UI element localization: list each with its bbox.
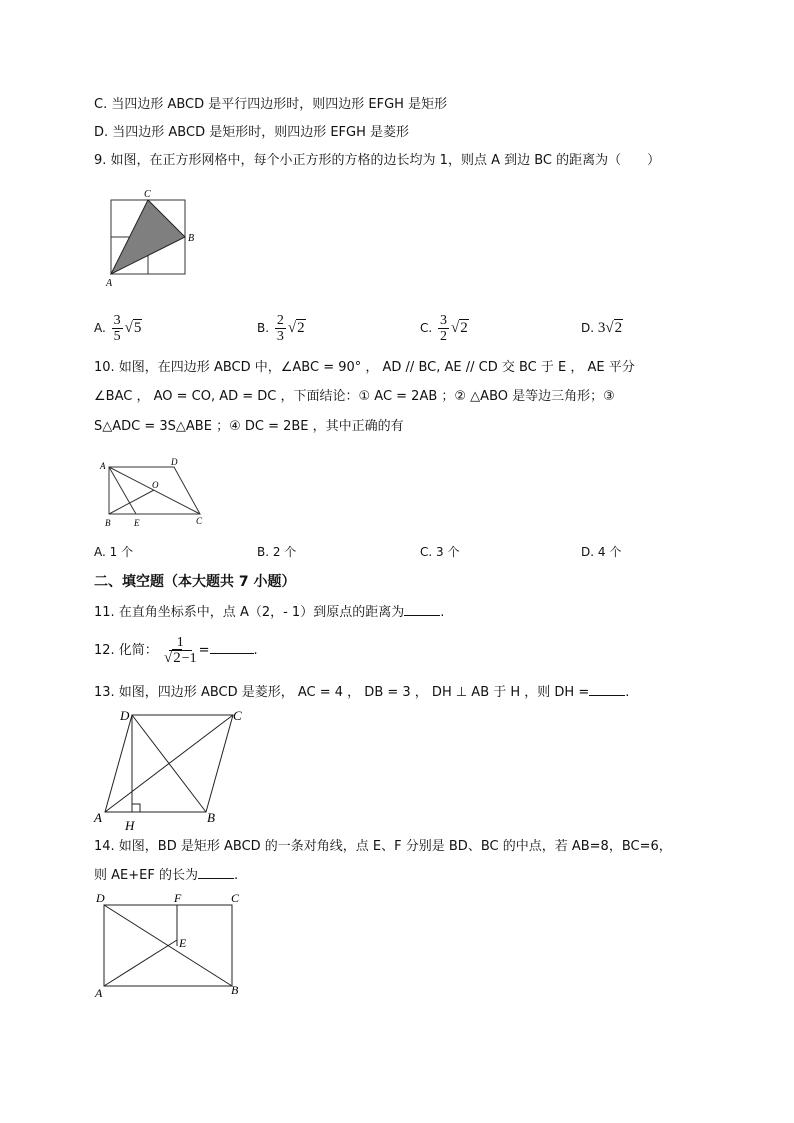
q13-answer-blank[interactable]	[589, 683, 625, 696]
q13-label-h: H	[125, 818, 135, 833]
q13-label-a: A	[94, 810, 102, 825]
q10-label-e: E	[134, 518, 140, 528]
q14-label-b: B	[231, 983, 239, 997]
q8-option-c: C. 当四边形 ABCD 是平行四边形时，则四边形 EFGH 是矩形	[94, 97, 448, 112]
q11-answer-blank[interactable]	[404, 603, 440, 616]
q10-label-a: A	[100, 461, 106, 471]
q10-line-3: S△ADC = 3S△ABE ；④ DC = 2BE ，其中正确的有	[94, 419, 404, 434]
q9-option-b: B. $\frac{2}{3}$ √2	[257, 313, 305, 344]
q9-figure	[100, 186, 205, 290]
q9-option-c: C. $\frac{3}{2}$ √2	[420, 313, 468, 344]
q14-segment-ae	[104, 940, 177, 986]
q10-label-o: O	[152, 480, 159, 490]
q13-label-b: B	[207, 810, 215, 825]
q12-fraction: $\frac{1}{√2-1}$	[163, 635, 197, 666]
q12: 12. 化简： $\frac{1}{√2-1}$ = .	[94, 635, 258, 666]
q10-option-c: C. 3 个	[420, 545, 460, 559]
q13-figure	[92, 706, 252, 834]
q9-label-c: C	[144, 189, 151, 200]
q10-line-1: 10. 如图，在四边形 ABCD 中，∠ABC = 90° ， AD // BC, AE // CD 交 BC 于 E ， AE 平分	[94, 360, 635, 375]
q14-figure	[92, 889, 252, 1001]
q13-right-angle-mark	[132, 804, 140, 812]
q10-figure	[96, 456, 216, 532]
q14-label-e: E	[179, 936, 187, 950]
q10-label-b: B	[105, 518, 111, 528]
q14-label-a: A	[95, 986, 103, 1000]
q13-label-d: D	[120, 708, 130, 723]
q9-label-b: B	[188, 233, 195, 244]
q9-label-a: A	[106, 278, 113, 289]
section-title-fill-in: 二、填空题（本大题共 7 小题）	[94, 574, 296, 590]
q10-line-2: ∠BAC ， AO = CO, AD = DC ，下面结论：① AC = 2AB ；② △ABO 是等边三角形；③	[94, 389, 615, 404]
q14-line-2: 则 AE+EF 的长为 .	[94, 868, 239, 883]
q13-label-c: C	[233, 708, 242, 723]
q14-answer-blank[interactable]	[198, 866, 234, 879]
q9-option-a: A. $\frac{3}{5}$ √5	[94, 313, 142, 344]
q9-option-d: D. 3√2	[581, 320, 623, 336]
q14-label-d: D	[96, 891, 105, 905]
q14-label-c: C	[231, 891, 240, 905]
q11: 11. 在直角坐标系中，点 A（2，- 1）到原点的距离为 .	[94, 605, 445, 620]
q12-answer-blank[interactable]	[210, 641, 254, 654]
q10-label-d: D	[171, 457, 178, 467]
q10-option-b: B. 2 个	[257, 545, 297, 559]
q8-option-d: D. 当四边形 ABCD 是矩形时，则四边形 EFGH 是菱形	[94, 125, 410, 140]
q10-segment-bo	[109, 490, 154, 514]
q14-line-1: 14. 如图，BD 是矩形 ABCD 的一条对角线，点 E、F 分别是 BD、BC 的中点，若 AB=8，BC=6，	[94, 839, 672, 854]
q14-label-f: F	[174, 891, 182, 905]
q10-label-c: C	[196, 516, 203, 526]
q10-option-a: A. 1 个	[94, 545, 134, 559]
q13: 13. 如图，四边形 ABCD 是菱形， AC = 4 ， DB = 3 ， DH ⊥ AB 于 H ，则 DH = .	[94, 685, 630, 700]
q9-stem: 9. 如图，在正方形网格中，每个小正方形的方格的边长均为 1，则点 A 到边 BC 的距离为（ ）	[94, 153, 661, 168]
q13-diagonal-db	[132, 715, 206, 812]
q10-option-d: D. 4 个	[581, 545, 622, 559]
